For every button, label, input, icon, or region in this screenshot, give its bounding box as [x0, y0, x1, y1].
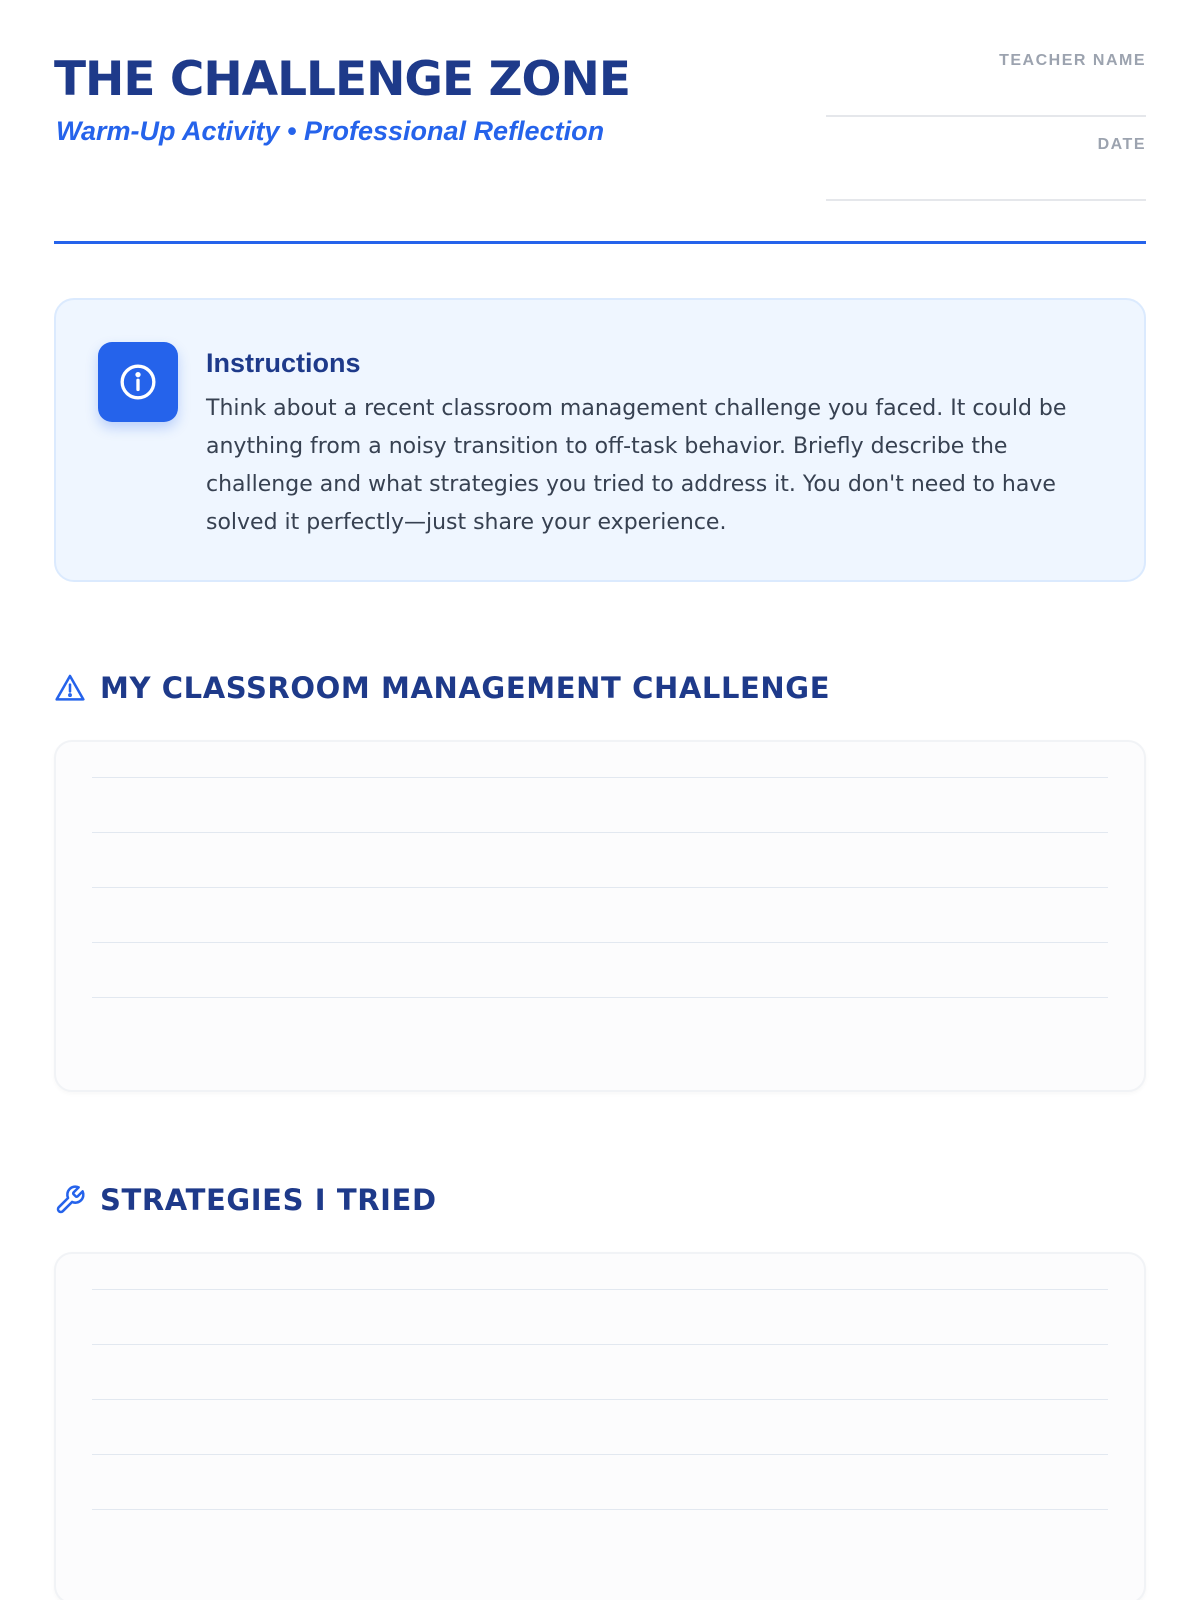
instructions-body: Think about a recent classroom management challenge you faced. It could be anything from a noisy transition to off-task behavior. Briefly describe the challenge and what strategies you tried to address it. You don't need to have solved it perfectly—just share your experience. — [206, 396, 1067, 535]
info-icon — [98, 342, 178, 422]
strategies-section-header — [54, 1180, 1146, 1220]
teacher-name-label: TEACHER NAME — [999, 52, 1146, 69]
warning-triangle-icon — [54, 672, 86, 704]
writing-line — [92, 832, 1108, 833]
writing-line — [92, 887, 1108, 888]
writing-line — [92, 1289, 1108, 1290]
writing-line — [92, 1344, 1108, 1345]
date-line[interactable] — [826, 199, 1146, 201]
writing-line — [92, 777, 1108, 778]
instructions-title: Instructions — [206, 348, 361, 378]
wrench-icon — [54, 1184, 86, 1216]
writing-line — [92, 942, 1108, 943]
strategies-writing-area[interactable] — [54, 1252, 1146, 1600]
strategies-section-title: STRATEGIES I TRIED — [100, 1183, 437, 1217]
challenge-section-header — [54, 668, 1146, 708]
writing-line — [92, 1399, 1108, 1400]
teacher-name-line[interactable] — [826, 115, 1146, 117]
writing-line — [92, 1509, 1108, 1510]
meta-fields — [826, 52, 1146, 220]
date-label: DATE — [1097, 136, 1146, 153]
challenge-writing-area[interactable] — [54, 740, 1146, 1092]
challenge-section-title: MY CLASSROOM MANAGEMENT CHALLENGE — [100, 671, 831, 705]
date-field[interactable] — [826, 136, 1146, 220]
header-divider — [54, 241, 1146, 244]
instructions-panel — [54, 298, 1146, 582]
writing-line — [92, 997, 1108, 998]
teacher-name-field[interactable] — [826, 52, 1146, 136]
page-title: THE CHALLENGE ZONE — [54, 52, 630, 107]
worksheet-header — [54, 0, 1146, 244]
writing-line — [92, 1454, 1108, 1455]
page-subtitle: Warm-Up Activity • Professional Reflection — [56, 116, 605, 146]
